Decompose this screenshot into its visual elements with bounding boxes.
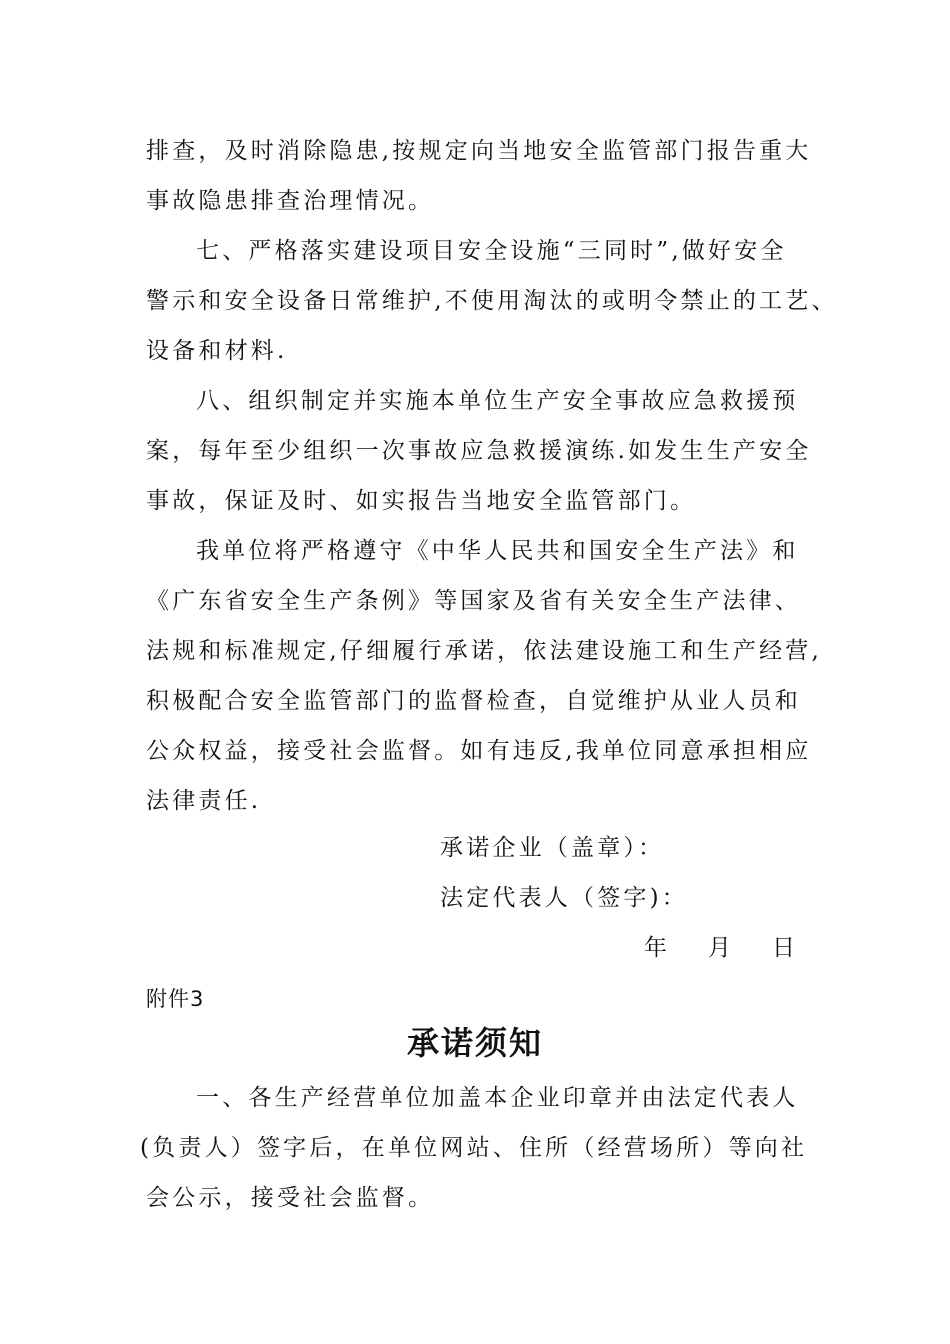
para6-line-2: 事故隐患排查治理情况。: [146, 188, 435, 214]
date-month-label: 月: [708, 935, 735, 961]
para8-line-1: 八、组织制定并实施本单位生产安全事故应急救援预: [196, 388, 799, 414]
para8-line-3: 事故，保证及时、如实报告当地安全监管部门。: [146, 488, 697, 514]
para6-line-1: 排查，及时消除隐患,按规定向当地安全监管部门报告重大: [146, 138, 812, 164]
pledge-line-5: 公众权益，接受社会监督。如有违反,我单位同意承担相应: [146, 738, 812, 764]
para7-line-1: 七、严格落实建设项目安全设施“三同时”,做好安全: [196, 238, 787, 264]
date-day-label: 日: [772, 935, 799, 961]
para7-line-2: 警示和安全设备日常维护,不使用淘汰的或明令禁止的工艺、: [146, 288, 838, 314]
date-year-label: 年: [644, 935, 671, 961]
company-seal-label: 承诺企业（盖章）：: [440, 835, 665, 861]
notice-para1-line-3: 会公示，接受社会监督。: [146, 1185, 435, 1211]
notice-para1-line-2: (负责人）签字后，在单位网站、住所（经营场所）等向社: [140, 1135, 808, 1161]
legal-rep-signature-label: 法定代表人（签字)：: [440, 885, 688, 911]
para7-line-3: 设备和材料.: [146, 338, 288, 364]
pledge-line-4: 积极配合安全监管部门的监督检查，自觉维护从业人员和: [146, 688, 801, 714]
attachment-label: 附件3: [146, 987, 205, 1011]
pledge-line-6: 法律责任.: [146, 788, 262, 814]
pledge-line-1: 我单位将严格遵守《中华人民共和国安全生产法》和: [196, 538, 799, 564]
attachment-title: 承诺须知: [406, 1024, 543, 1062]
para8-line-2: 案，每年至少组织一次事故应急救援演练.如发生生产安全: [146, 438, 812, 464]
notice-para1-line-1: 一、各生产经营单位加盖本企业印章并由法定代表人: [196, 1085, 799, 1111]
pledge-line-3: 法规和标准规定,仔细履行承诺，依法建设施工和生产经营,: [146, 638, 823, 664]
pledge-line-2: 《广东省安全生产条例》等国家及省有关安全生产法律、: [146, 588, 801, 614]
